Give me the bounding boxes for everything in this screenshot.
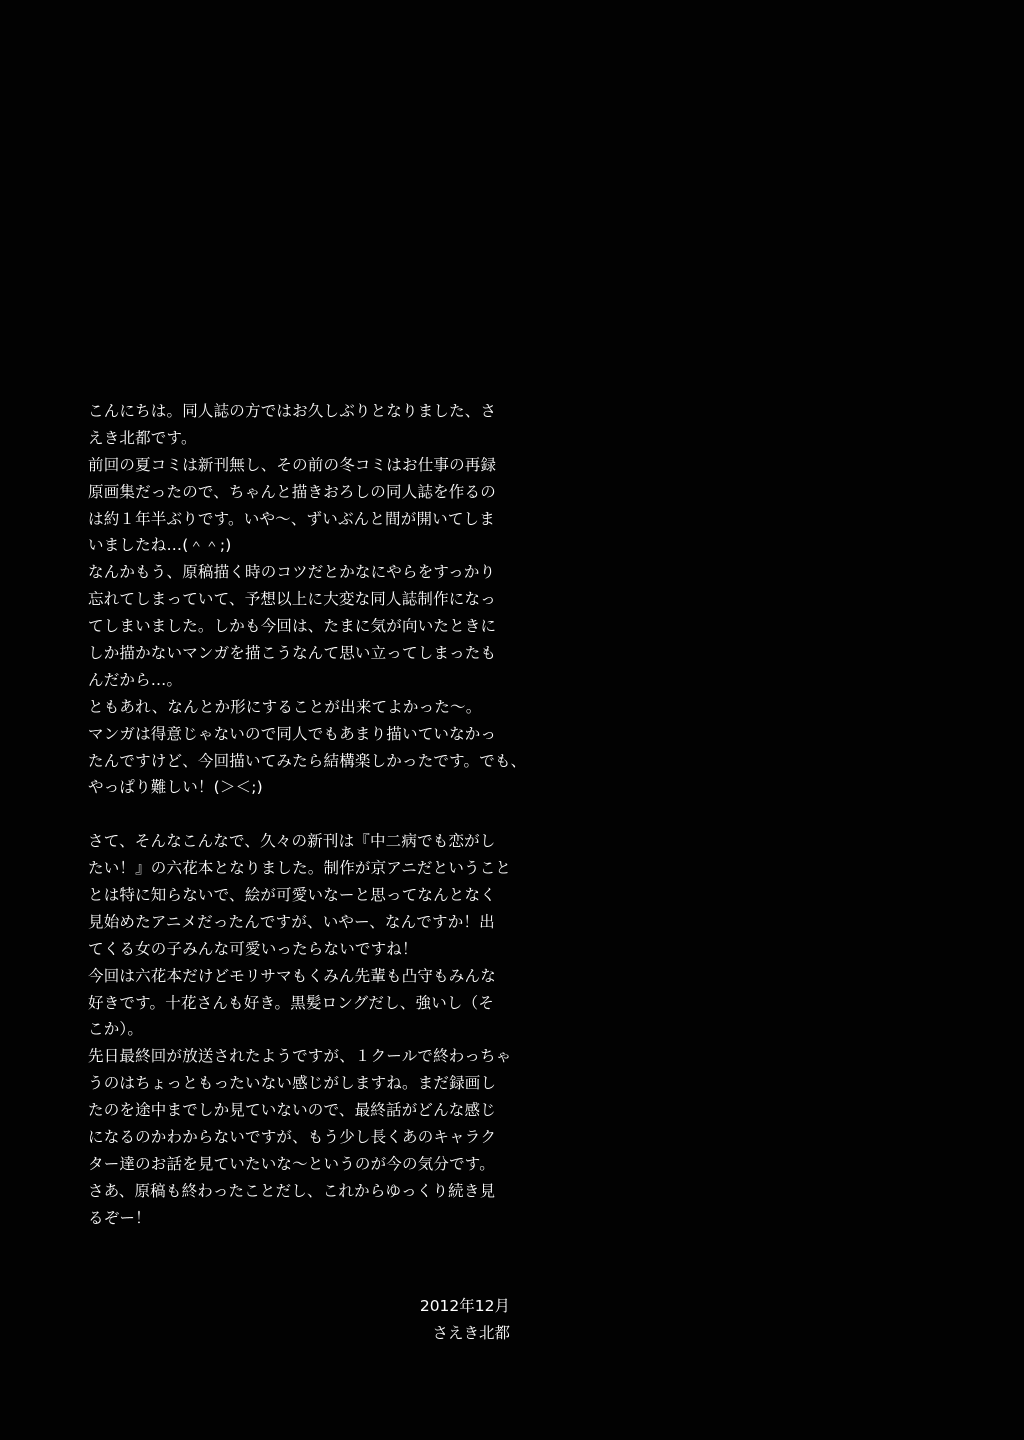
text-line: 見始めたアニメだったんですが、いやー、なんですか！出 [88,912,495,931]
text-line: は約１年半ぶりです。いや～、ずいぶんと間が開いてしま [88,509,495,528]
text-line: ともあれ、なんとか形にすることが出来てよかった～。 [88,697,482,716]
signature-author: さえき北都 [432,1324,510,1342]
text-line: しか描かないマンガを描こうなんて思い立ってしまったも [88,644,497,663]
text-line: たんですけど、今回描いてみたら結構楽しかったです。でも、 [88,751,527,770]
text-line: いましたね…(＾＾;) [88,536,232,555]
text-line: さあ、原稿も終わったことだし、これからゆっくり続き見 [88,1181,496,1200]
text-line: てしまいました。しかも今回は、たまに気が向いたときに [88,617,497,636]
text-line: とは特に知らないで、絵が可愛いなーと思ってなんとなく [88,886,496,905]
paragraph-1 [88,398,528,801]
text-line: さて、そんなこんなで、久々の新刊は『中二病でも恋がし [88,832,496,851]
text-line: んだから…。 [88,670,183,689]
text-line: マンガは得意じゃないので同人でもあまり描いていなかっ [88,724,497,743]
text-line: ター達のお話を見ていたいな～というのが今の気分です。 [88,1154,495,1173]
text-line: てくる女の子みんな可愛いったらないですね！ [88,939,418,958]
paragraph-2 [88,828,528,1231]
text-line: 先日最終回が放送されたようですが、１クールで終わっちゃ [88,1047,512,1066]
text-line: うのはちょっともったいない感じがしますね。まだ録画し [88,1074,497,1093]
text-line: 忘れてしまっていて、予想以上に大変な同人誌制作になっ [88,590,496,609]
signature-block [300,1293,510,1347]
text-line: こか）。 [88,1020,144,1039]
text-line: るぞー！ [88,1208,151,1227]
text-line: こんにちは。同人誌の方ではお久しぶりとなりました、さ [88,402,497,420]
afterword-body [88,398,528,1232]
paragraph-spacer [88,801,528,828]
signature-date: 2012年12月 [419,1297,510,1315]
text-line: 前回の夏コミは新刊無し、その前の冬コミはお仕事の再録 [88,455,497,474]
text-line: やっぱり難しい！(＞＜;) [88,778,263,797]
text-line: 今回は六花本だけどモリサマもくみん先輩も凸守もみんな [88,966,496,985]
text-line: なんかもう、原稿描く時のコツだとかなにやらをすっかり [88,563,496,582]
text-line: えき北都です。 [88,428,197,447]
text-line: 好きです。十花さんも好き。黒髪ロングだし、強いし（そ [88,993,495,1012]
text-line: 原画集だったので、ちゃんと描きおろしの同人誌を作るの [88,482,496,501]
text-line: たのを途中までしか見ていないので、最終話がどんな感じ [88,1101,496,1120]
text-line: になるのかわからないですが、もう少し長くあのキャラク [88,1128,497,1147]
text-line: たい！』の六花本となりました。制作が京アニだということ [88,859,512,878]
